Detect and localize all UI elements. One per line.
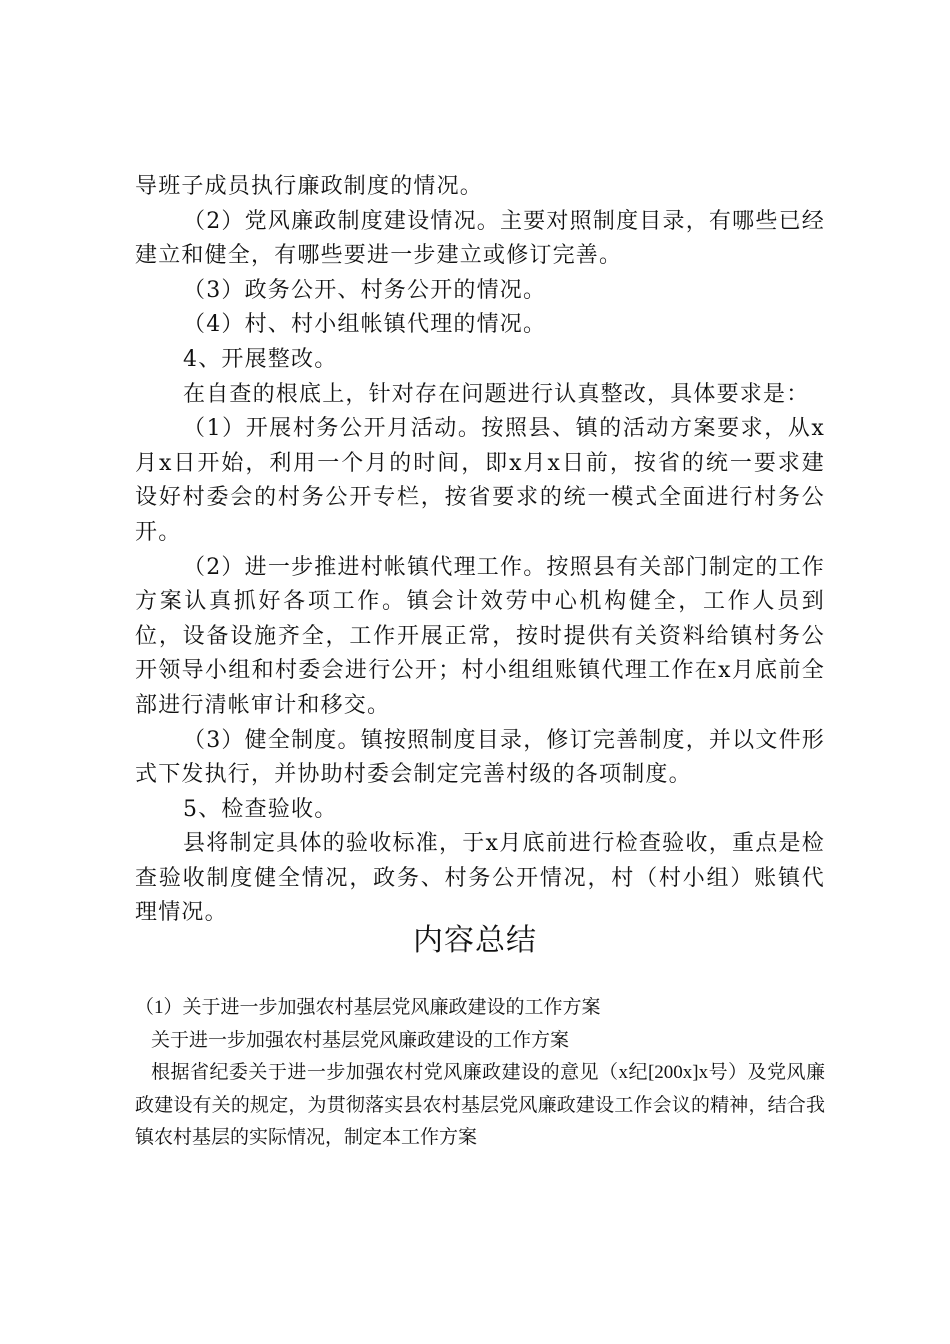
- paragraph-inspection: 县将制定具体的验收标准，于x月底前进行检查验收，重点是检查验收制度健全情况，政务、村务公开情况，村（村小组）账镇代理情况。: [135, 831, 825, 926]
- summary-body: [135, 992, 825, 1155]
- paragraph-continuation: 导班子成员执行廉政制度的情况。: [135, 174, 484, 199]
- paragraph-item-4-accounting: （4）村、村小组帐镇代理的情况。: [183, 312, 547, 338]
- paragraph-rectification-3: （3）健全制度。镇按照制度目录，修订完善制度，并以文件形式下发执行，并协助村委会制定完善村级的各项制度。: [135, 727, 825, 788]
- paragraph-rectification-2: （2）进一步推进村帐镇代理工作。按照县有关部门制定的工作方案认真抓好各项工作。镇会计效劳中心机构健全，工作人员到位，设备设施齐全，工作开展正常，按时提供有关资料给镇村务公开领导小组和村委会进行公开；村小组组账镇代理工作在x月底前全部进行清帐审计和移交。: [135, 554, 825, 718]
- summary-title: 内容总结: [413, 924, 537, 957]
- summary-line-subtitle: 关于进一步加强农村基层党风廉政建设的工作方案: [151, 1029, 570, 1051]
- section-heading-inspection: 5、检查验收。: [183, 796, 338, 822]
- document-body: [135, 170, 825, 931]
- summary-line-body: 根据省纪委关于进一步加强农村党风廉政建设的意见（x纪[200x]x号）及党风廉政建设有关的规定，为贯彻落实县农村基层党风廉政建设工作会议的精神，结合我镇农村基层的实际情况，制定本工作方案: [135, 1062, 825, 1148]
- section-heading-rectification: 4、开展整改。: [183, 346, 338, 372]
- paragraph-rectification-1: （1）开展村务公开月活动。按照县、镇的活动方案要求，从x月x日开始，利用一个月的时间，即x月x日前，按省的统一要求建设好村委会的村务公开专栏，按省要求的统一模式全面进行村务公开。: [135, 416, 825, 545]
- paragraph-rectification-intro: 在自查的根底上，针对存在问题进行认真整改，具体要求是：: [183, 381, 810, 407]
- paragraph-item-3-disclosure: （3）政务公开、村务公开的情况。: [183, 277, 547, 303]
- paragraph-item-2-system-building: （2）党风廉政制度建设情况。主要对照制度目录，有哪些已经建立和健全，有哪些要进一步建立或修订完善。: [135, 208, 825, 269]
- summary-line-heading: （1）关于进一步加强农村基层党风廉政建设的工作方案: [135, 997, 601, 1018]
